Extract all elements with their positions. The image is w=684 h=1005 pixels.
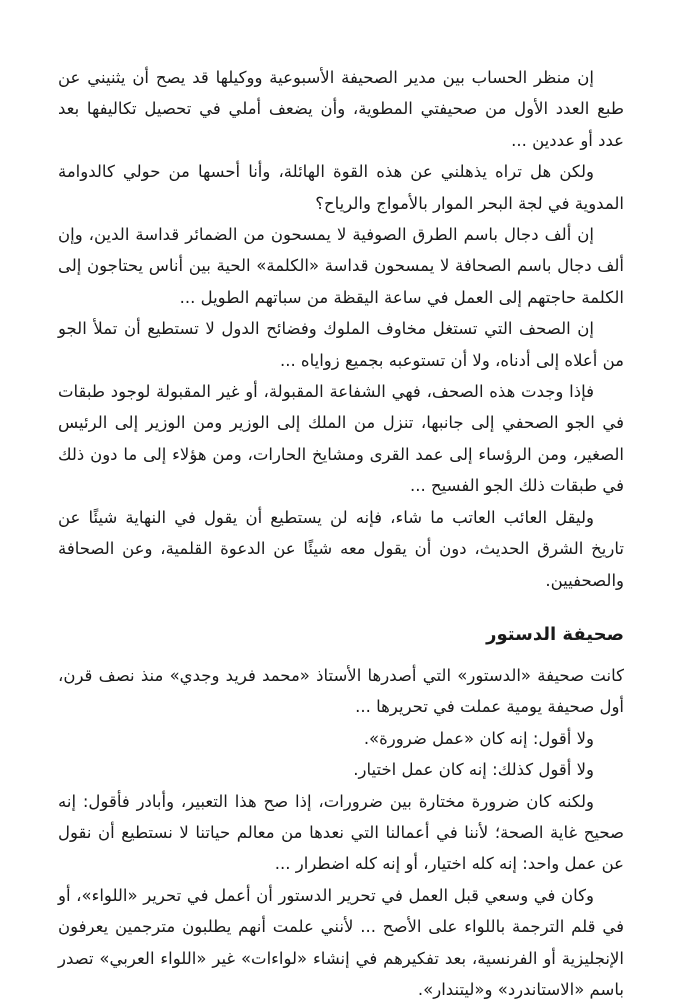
paragraph: ولا أقول كذلك: إنه كان عمل اختيار. — [353, 760, 594, 780]
paragraph: وكان في وسعي قبل العمل في تحرير الدستور أن أعمل في تحرير «اللواء»، أو في قلم الترجمة باللواء على الأصح ... لأنني علمت أنهم يطلبون مترجمين يعرفون الإنجليزية أو الفرنسية، بعد تفكيرهم في إنشاء «لواءات» غير «اللواء العربي» تصدر باسم «الاستاندرد» و«ليتندار». — [58, 885, 624, 999]
section-heading: صحيفة الدستور — [486, 623, 624, 645]
section-2 — [58, 660, 624, 1005]
paragraph: ولا أقول: إنه كان «عمل ضرورة». — [363, 728, 594, 748]
paragraph: وليقل العائب العاتب ما شاء، فإنه لن يستطيع أن يقول في النهاية شيئًا عن تاريخ الشرق الحديث، دون أن يقول معه شيئًا عن الدعوة القلمية، وعن الصحافة والصحفيين. — [58, 507, 624, 590]
paragraph: كانت صحيفة «الدستور» التي أصدرها الأستاذ «محمد فريد وجدي» منذ نصف قرن، أول صحيفة يومية عملت في تحريرها ... — [58, 665, 624, 717]
paragraph: إن الصحف التي تستغل مخاوف الملوك وفضائح الدول لا تستطيع أن تملأ الجو من أعلاه إلى أدناه، ولا أن تستوعبه بجميع زواياه ... — [58, 319, 624, 370]
paragraph: فإذا وجدت هذه الصحف، فهي الشفاعة المقبولة، أو غير المقبولة لوجود طبقات في الجو الصحفي إلى جانبها، تنزل من الملك إلى الوزير ومن الوزير إلى الرئيس الصغير، ومن الرؤساء إلى عمد القرى ومشايخ الحارات، ومن هؤلاء إلى ما دون ذلك في طبقات ذلك الجو الفسيح ... — [58, 382, 624, 496]
paragraph: إن ألف دجال باسم الطرق الصوفية لا يمسحون من الضمائر قداسة الدين، وإن ألف دجال باسم الصحافة لا يمسحون قداسة «الكلمة» الحية بين أناس يحتاجون إلى الكلمة حاجتهم إلى العمل في ساعة اليقظة من سباتهم الطويل ... — [58, 225, 624, 307]
section-1 — [58, 62, 624, 596]
paragraph: ولكن هل تراه يذهلني عن هذه القوة الهائلة، وأنا أحسها من حولي كالدوامة المدوية في لجة البحر الموار بالأمواج والرياح؟ — [58, 162, 624, 213]
paragraph: إن منظر الحساب بين مدير الصحيفة الأسبوعية ووكيلها قد يصح أن يثنيني عن طبع العدد الأول من صحيفتي المطوية، وأن يضعف أملي في تحصيل تكاليفها بعد عدد أو عددين ... — [58, 68, 624, 150]
paragraph: ولكنه كان ضرورة مختارة بين ضرورات، إذا صح هذا التعبير، وأبادر فأقول: إنه صحيح غاية الصحة؛ لأننا في أعمالنا التي نعدها من معالم حياتنا لا نستطيع أن نقول عن عمل واحد: إنه كله اختيار، أو إنه كله اضطرار ... — [58, 791, 624, 874]
